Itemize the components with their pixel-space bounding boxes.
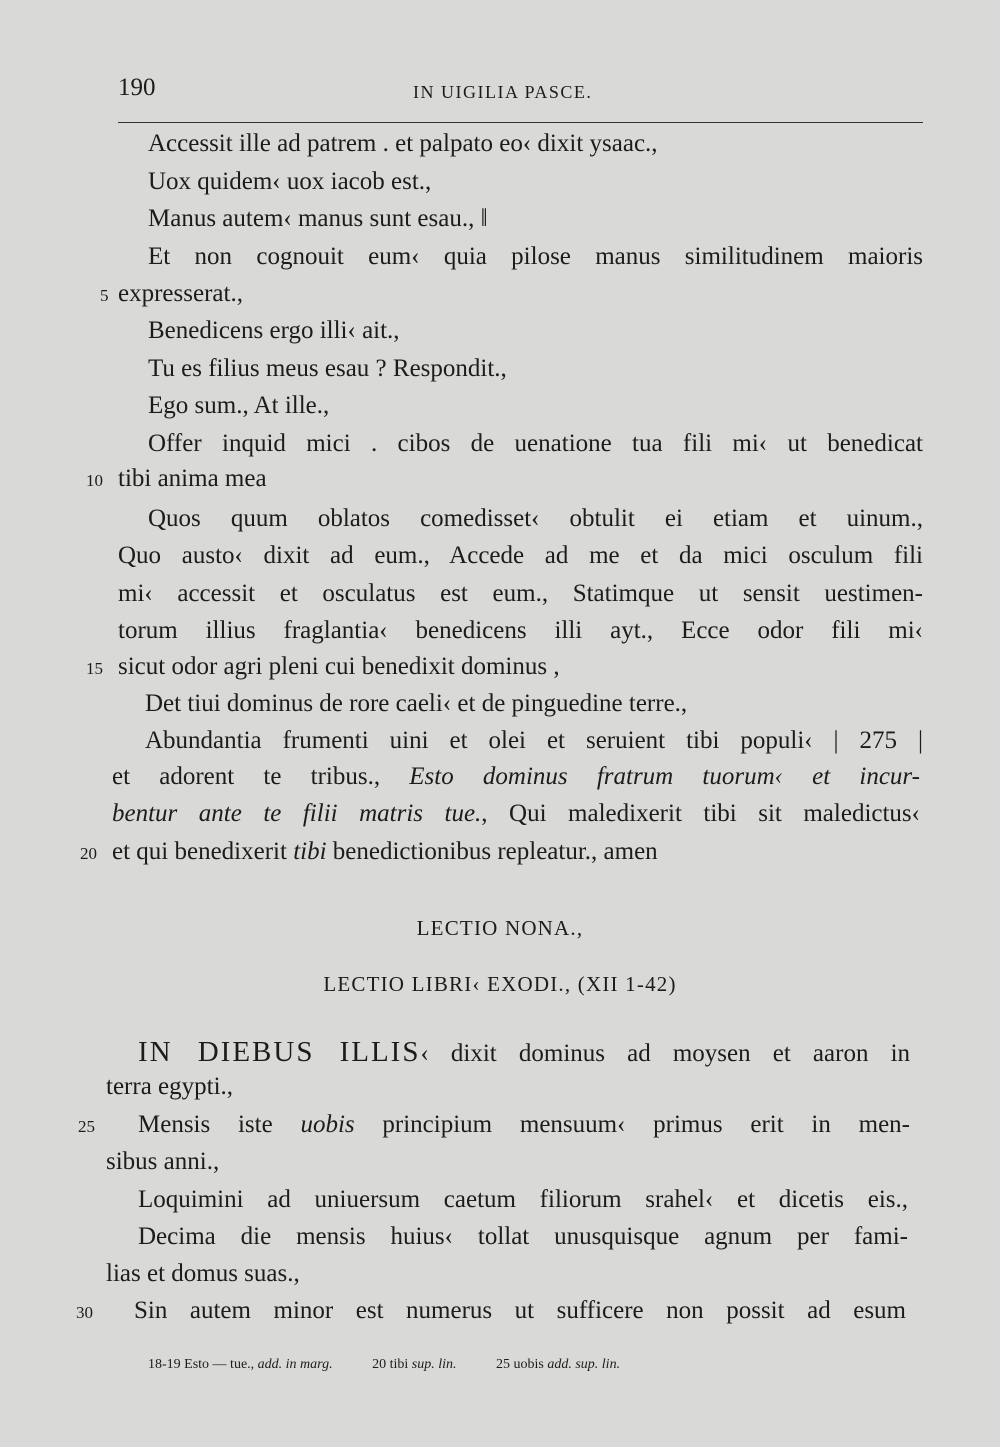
- footnote-ref: 18-19 Esto — tue.,: [148, 1357, 258, 1372]
- text-line: sibus anni.,: [106, 1148, 220, 1175]
- line-number: 20: [80, 844, 97, 863]
- text-line: [112, 800, 920, 828]
- page-header: [0, 74, 1000, 114]
- text-line: Offer inquid mici . cibos de uenatione tua fili mi‹ ut benedicat: [148, 430, 923, 457]
- line-number: 30: [76, 1303, 93, 1322]
- text-line: Manus autem‹ manus sunt esau., ‖: [148, 205, 488, 232]
- footnote-note: add. sup. lin.: [547, 1357, 621, 1372]
- text-line: [112, 763, 920, 791]
- text-line: [138, 1036, 910, 1069]
- text-line: [138, 1111, 910, 1139]
- text-segment: et adorent te tribus.,: [112, 763, 410, 790]
- text-segment: ‹ dixit dominus ad moysen et aaron in: [420, 1040, 911, 1067]
- text-line: Uox quidem‹ uox iacob est.,: [148, 168, 432, 195]
- text-line: tibi anima mea: [118, 465, 267, 492]
- text-segment: principium mensuum‹ primus erit in men-: [354, 1111, 910, 1138]
- footnote: [496, 1357, 620, 1372]
- text-segment: benedictionibus repleatur., amen: [326, 838, 658, 865]
- marginal-addition: Esto dominus fratrum tuorum‹ et incur-: [409, 763, 920, 790]
- running-title: IN UIGILIA PASCE.: [413, 82, 593, 102]
- section-heading: LECTIO NONA.,: [416, 916, 584, 940]
- text-line: [112, 838, 658, 866]
- incipit: IN DIEBUS ILLIS: [138, 1036, 421, 1068]
- line-number: 5: [100, 286, 109, 305]
- text-line: Et non cognouit eum‹ quia pilose manus similitudinem maioris: [148, 243, 923, 270]
- text-line: Loquimini ad uniuersum caetum filiorum srahel‹ et dicetis eis.,: [138, 1186, 908, 1213]
- line-number: 10: [86, 471, 103, 490]
- footnote: [372, 1357, 456, 1372]
- section-subheading: [0, 972, 1000, 997]
- scripture-reference: (XII 1-42): [571, 972, 677, 996]
- footnote-note: add. in marg.: [257, 1357, 333, 1372]
- text-line: sicut odor agri pleni cui benedixit dominus ,: [118, 653, 560, 680]
- text-segment: et qui benedixerit: [112, 838, 294, 865]
- text-line: Decima die mensis huius‹ tollat unusquisque agnum per fami-: [138, 1223, 908, 1250]
- footnotes: [148, 1357, 656, 1373]
- text-line: lias et domus suas.,: [106, 1260, 300, 1287]
- marginal-addition: bentur ante te filii matris tue.: [112, 800, 482, 827]
- page-number: 190: [118, 74, 156, 101]
- text-line: Tu es filius meus esau ? Respondit.,: [148, 355, 507, 382]
- superscript-addition: uobis: [300, 1111, 355, 1138]
- text-line: mi‹ accessit et osculatus est eum., Statimque ut sensit uestimen-: [118, 580, 923, 607]
- text-line: Accessit ille ad patrem . et palpato eo‹ dixit ysaac.,: [148, 130, 658, 157]
- text-segment: , Qui maledixerit tibi sit maledictus‹: [481, 800, 920, 827]
- text-line: torum illius fraglantia‹ benedicens illi ayt., Ecce odor fili mi‹: [118, 617, 923, 644]
- text-line: Abundantia frumenti uini et olei et seruient tibi populi‹ | 275 |: [145, 727, 923, 754]
- text-line: Det tiui dominus de rore caeli‹ et de pinguedine terre.,: [145, 690, 688, 717]
- text-line: Quos quum oblatos comedisset‹ obtulit ei etiam et uinum.,: [148, 505, 923, 532]
- footnote: [148, 1357, 333, 1372]
- header-rule: [118, 122, 923, 123]
- footnote-note: sup. lin.: [411, 1357, 457, 1372]
- text-line: Sin autem minor est numerus ut sufficere non possit ad esum: [134, 1297, 906, 1324]
- text-line: Ego sum., At ille.,: [148, 392, 330, 419]
- line-number: 25: [78, 1117, 95, 1136]
- footnote-ref: 25 uobis: [496, 1357, 548, 1372]
- line-number: 15: [86, 659, 103, 678]
- subheading-title: LECTIO LIBRI‹ EXODI.,: [323, 972, 572, 996]
- footnote-ref: 20 tibi: [372, 1357, 412, 1372]
- superscript-addition: tibi: [293, 838, 327, 865]
- text-segment: Mensis iste: [138, 1111, 301, 1138]
- text-line: Benedicens ergo illi‹ ait.,: [148, 317, 400, 344]
- text-line: terra egypti.,: [106, 1073, 234, 1100]
- text-line: expresserat.,: [118, 280, 243, 307]
- text-line: Quo austo‹ dixit ad eum., Accede ad me et da mici osculum fili: [118, 542, 923, 569]
